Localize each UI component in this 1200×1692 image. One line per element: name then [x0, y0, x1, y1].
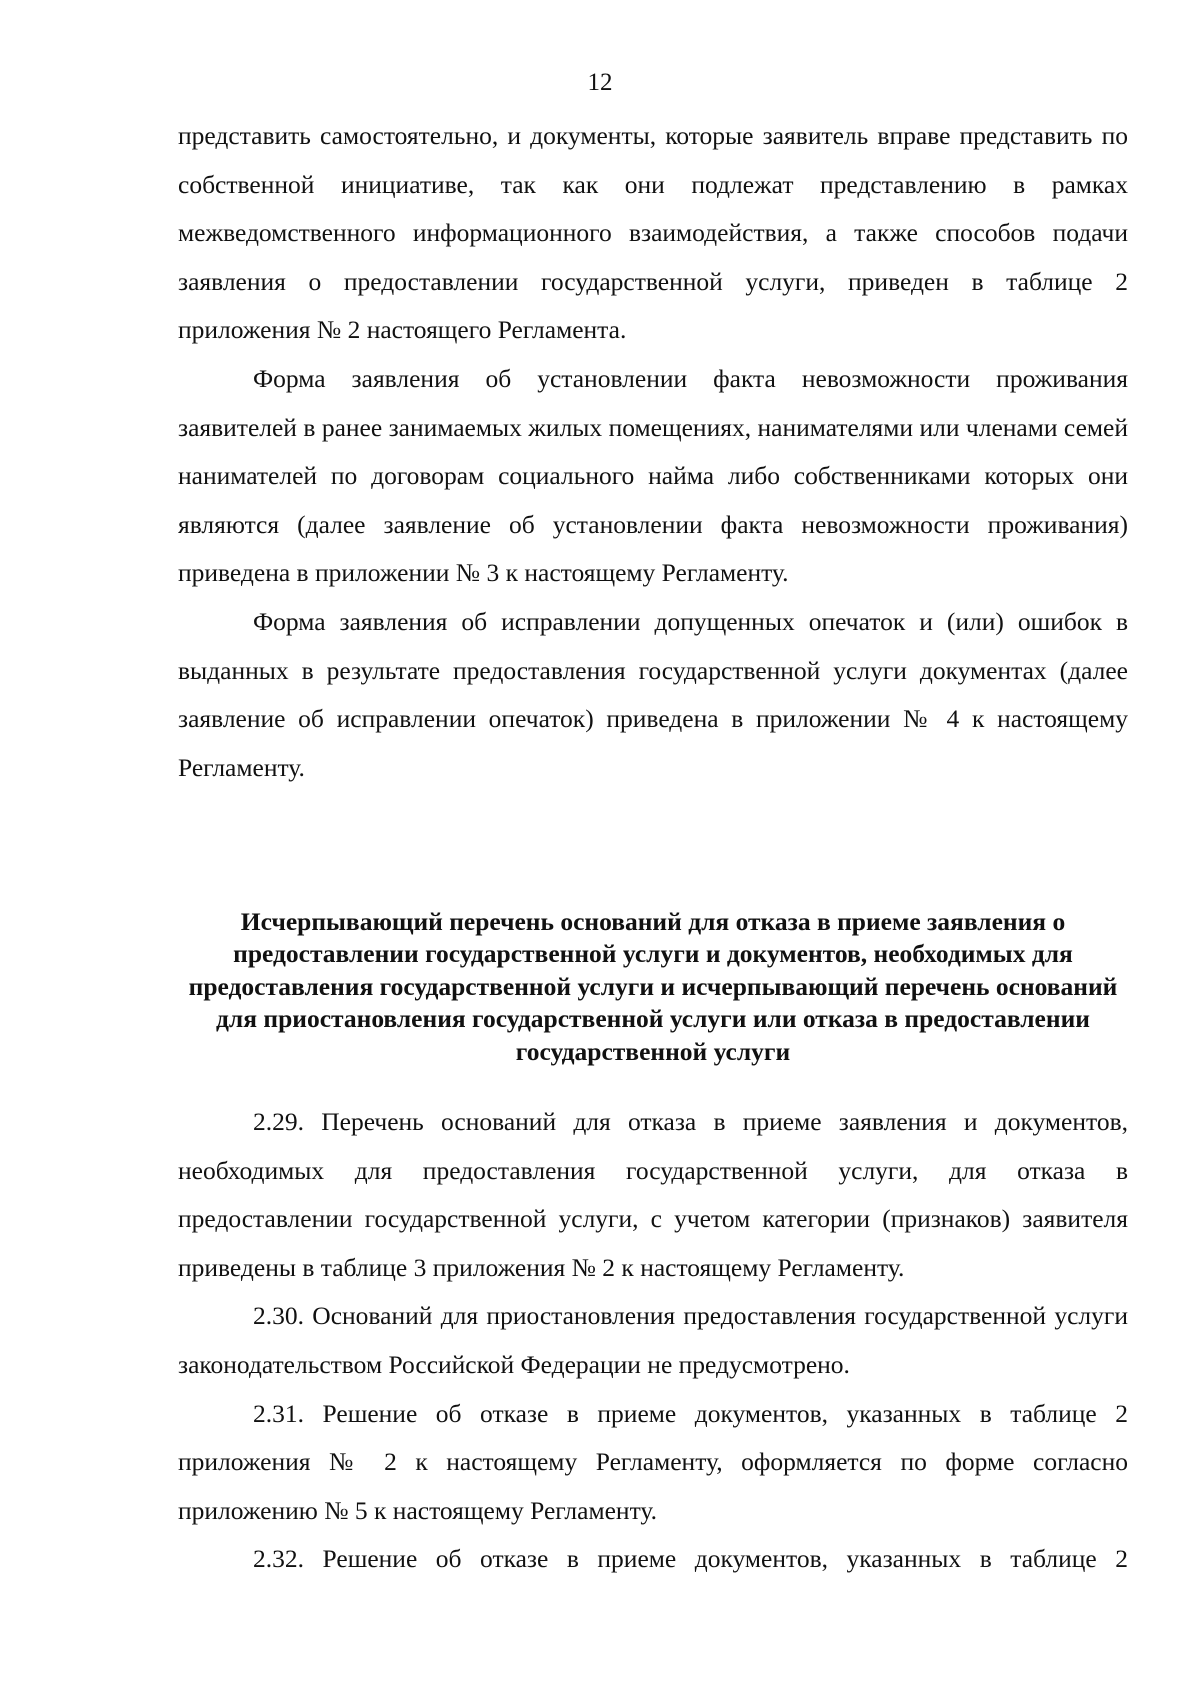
- section-heading: Исчерпывающий перечень оснований для отказа в приеме заявления о предоставлении государственной услуги и документов, необходимых для предоставления государственной услуги и исчерпывающий перечень оснований для приостановления государственной услуги или отказа в предоставлении государственной услуги: [188, 907, 1118, 1066]
- clause-2-31: 2.31. Решение об отказе в приеме документов, указанных в таблице 2 приложения № 2 к настоящему Регламенту, оформляется по форме согласно приложению № 5 к настоящему Регламенту.: [178, 1398, 1128, 1525]
- paragraph-continuation: представить самостоятельно, и документы, которые заявитель вправе представить по собственной инициативе, так как они подлежат представлению в рамках межведомственного информационного взаимодействия, а также способов подачи заявления о предоставлении государственной услуги, приведен в таблице 2 приложения № 2 настоящего Регламента.: [178, 121, 1128, 345]
- body-text-sections: [178, 1098, 1128, 1584]
- clause-2-32: 2.32. Решение об отказе в приеме документов, указанных в таблице 2: [253, 1544, 1128, 1574]
- body-text-top: [178, 112, 1128, 792]
- clause-2-29: 2.29. Перечень оснований для отказа в приеме заявления и документов, необходимых для предоставления государственной услуги, для отказа в предоставлении государственной услуги, с учетом категории (признаков) заявителя приведены в таблице 3 приложения № 2 к настоящему Регламенту.: [178, 1107, 1128, 1282]
- page-number: 12: [587, 69, 613, 96]
- clause-2-30: 2.30. Оснований для приостановления предоставления государственной услуги законодательством Российской Федерации не предусмотрено.: [178, 1301, 1128, 1379]
- paragraph-form-correction-claim: Форма заявления об исправлении допущенных опечаток и (или) ошибок в выданных в результате предоставления государственной услуги документах (далее заявление об исправлении опечаток) приведена в приложении № 4 к настоящему Регламенту.: [178, 606, 1128, 782]
- paragraph-form-residence-claim: Форма заявления об установлении факта невозможности проживания заявителей в ранее занимаемых жилых помещениях, нанимателями или членами семей нанимателей по договорам социального найма либо собственниками которых они являются (далее заявление об установлении факта невозможности проживания) приведена в приложении № 3 к настоящему Регламенту.: [178, 363, 1128, 588]
